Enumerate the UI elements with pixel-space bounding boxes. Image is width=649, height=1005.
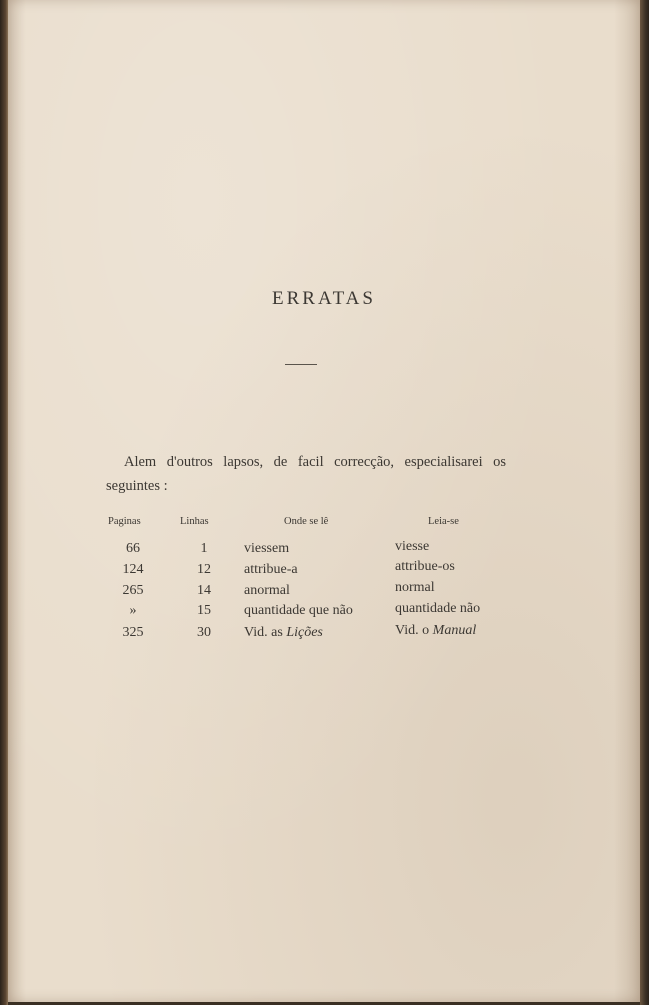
title-divider — [285, 364, 317, 365]
row-4-leia-se — [395, 601, 480, 617]
row-5-onde-italic: Lições — [286, 625, 323, 640]
header-leia-se: Leia-se — [428, 516, 459, 527]
row-4-onde-text: quantidade que não — [244, 603, 353, 618]
row-5-onde-text: Vid. as — [244, 625, 287, 640]
row-4-leia-text: quantidade não — [395, 601, 481, 616]
intro-paragraph: Alem d'outros lapsos, de facil correcção, especialisarei os seguintes : — [106, 454, 506, 494]
row-1-linha: 1 — [200, 541, 208, 556]
row-1-leia-text: viesse — [395, 539, 430, 554]
row-2-linha: 12 — [197, 562, 211, 577]
row-3-leia-se — [395, 580, 435, 596]
row-1-onde-se-le — [244, 541, 289, 557]
row-5-onde-se-le — [244, 625, 323, 641]
row-4-linha: 15 — [197, 603, 211, 618]
row-1-pagina: 66 — [126, 541, 140, 556]
row-2-leia-se — [395, 559, 455, 575]
row-2-leia-text: attribue-os — [395, 559, 455, 574]
page-right-edge — [640, 0, 649, 1005]
row-3-leia-text: normal — [395, 580, 435, 595]
book-page — [8, 0, 640, 1002]
row-3-onde-se-le — [244, 583, 290, 599]
header-onde-se-le: Onde se lê — [284, 516, 329, 527]
row-1-onde-text: viessem — [244, 541, 290, 556]
row-5-linha: 30 — [197, 625, 211, 640]
row-5-pagina: 325 — [122, 625, 144, 640]
row-4-onde-se-le — [244, 603, 353, 619]
row-2-pagina: 124 — [122, 562, 144, 577]
row-1-leia-se — [395, 539, 429, 555]
row-5-leia-italic: Manual — [432, 623, 477, 638]
page-title: ERRATAS — [272, 288, 376, 309]
row-4-pagina: » — [129, 603, 137, 618]
row-3-linha: 14 — [197, 583, 211, 598]
row-5-leia-se — [395, 623, 476, 639]
row-2-onde-se-le — [244, 562, 298, 578]
row-3-pagina: 265 — [122, 583, 144, 598]
row-3-onde-text: anormal — [244, 583, 290, 598]
page-left-edge — [0, 0, 8, 1005]
header-paginas: Paginas — [108, 516, 141, 527]
row-5-leia-text: Vid. o — [395, 623, 433, 638]
row-2-onde-text: attribue-a — [244, 562, 298, 577]
header-linhas: Linhas — [180, 516, 209, 527]
